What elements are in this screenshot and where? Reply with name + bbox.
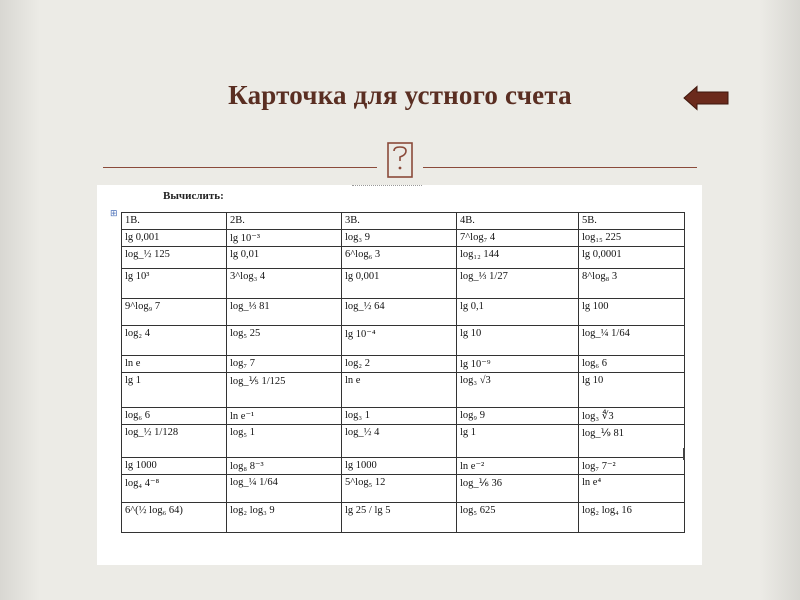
column-header: 3В.	[342, 213, 457, 230]
expression-cell: log_⅕ 1/125	[227, 373, 342, 408]
table-row	[122, 425, 685, 458]
table-anchor-icon: ⊞	[110, 209, 118, 219]
expression-cell: log_¼ 1/64	[227, 475, 342, 503]
expression-cell: lg 10⁻⁹	[457, 356, 579, 373]
table-row	[122, 230, 685, 247]
expression-cell: 5^log₅ 12	[342, 475, 457, 503]
exercise-card	[97, 185, 702, 565]
column-header: 1В.	[122, 213, 227, 230]
expression-cell: log₆ 6	[579, 356, 685, 373]
expression-cell: lg 10	[579, 373, 685, 408]
expression-cell: 3^log₃ 4	[227, 269, 342, 299]
slide-title: Карточка для устного счета	[228, 80, 572, 110]
expression-cell: lg 0,0001	[579, 247, 685, 269]
expression-cell: 7^log₇ 4	[457, 230, 579, 247]
left-arrow-icon[interactable]	[683, 85, 729, 111]
expression-cell: lg 10	[457, 326, 579, 356]
expression-cell: log_⅙ 36	[457, 475, 579, 503]
table-row	[122, 247, 685, 269]
expression-cell: log₁₂ 144	[457, 247, 579, 269]
expression-cell: lg 10⁻⁴	[342, 326, 457, 356]
divider-right	[423, 167, 697, 168]
expression-cell: log_⅓ 1/27	[457, 269, 579, 299]
expression-cell: log₃ 9	[342, 230, 457, 247]
expression-cell: log₃ √3	[457, 373, 579, 408]
expression-cell: log₂ 4	[122, 326, 227, 356]
expression-cell: log_⅑ 81	[579, 425, 685, 458]
table-header-row	[122, 213, 685, 230]
text-cursor	[683, 448, 685, 460]
expression-cell: log₄ 4⁻⁸	[122, 475, 227, 503]
expression-cell: log_½ 125	[122, 247, 227, 269]
expression-cell: log₁₅ 225	[579, 230, 685, 247]
expression-cell: log₂ log₄ 16	[579, 503, 685, 533]
expression-cell: 6^log₆ 3	[342, 247, 457, 269]
table-row	[122, 356, 685, 373]
card-heading: Вычислить:	[163, 190, 224, 202]
table-row	[122, 458, 685, 475]
expression-cell: log₅ 625	[457, 503, 579, 533]
expression-cell: log₅ 25	[227, 326, 342, 356]
expression-cell: 6^(½ log₆ 64)	[122, 503, 227, 533]
expression-cell: lg 25 / lg 5	[342, 503, 457, 533]
missing-glyph-icon	[377, 140, 423, 180]
expression-cell: ln e⁻²	[457, 458, 579, 475]
expression-cell: log₃ 1	[342, 408, 457, 425]
expression-cell: log₅ 1	[227, 425, 342, 458]
expression-cell: ln e	[122, 356, 227, 373]
expression-cell: log₆ 6	[122, 408, 227, 425]
expression-cell: lg 10³	[122, 269, 227, 299]
column-header: 4В.	[457, 213, 579, 230]
expression-cell: log₃ ∜3	[579, 408, 685, 425]
exercise-table	[121, 212, 685, 533]
expression-cell: log_⅓ 81	[227, 299, 342, 326]
table-row	[122, 326, 685, 356]
expression-cell: lg 0,1	[457, 299, 579, 326]
expression-cell: ln e⁻¹	[227, 408, 342, 425]
table-row	[122, 503, 685, 533]
expression-cell: lg 1	[457, 425, 579, 458]
expression-cell: ln e	[342, 373, 457, 408]
expression-cell: log₂ 2	[342, 356, 457, 373]
expression-cell: lg 100	[579, 299, 685, 326]
table-row	[122, 269, 685, 299]
column-header: 2В.	[227, 213, 342, 230]
expression-cell: log₇ 7⁻²	[579, 458, 685, 475]
expression-cell: lg 1000	[342, 458, 457, 475]
expression-cell: lg 0,01	[227, 247, 342, 269]
divider-left	[103, 167, 377, 168]
table-row	[122, 299, 685, 326]
expression-cell: lg 0,001	[122, 230, 227, 247]
expression-cell: 8^log₈ 3	[579, 269, 685, 299]
expression-cell: log₈ 8⁻³	[227, 458, 342, 475]
table-row	[122, 475, 685, 503]
expression-cell: log_½ 1/128	[122, 425, 227, 458]
expression-cell: log_½ 64	[342, 299, 457, 326]
expression-cell: log₂ log₃ 9	[227, 503, 342, 533]
expression-cell: log_¼ 1/64	[579, 326, 685, 356]
expression-cell: 9^log₉ 7	[122, 299, 227, 326]
table-row	[122, 408, 685, 425]
expression-cell: log₉ 9	[457, 408, 579, 425]
table-row	[122, 373, 685, 408]
expression-cell: lg 10⁻³	[227, 230, 342, 247]
expression-cell: log₇ 7	[227, 356, 342, 373]
expression-cell: lg 1	[122, 373, 227, 408]
expression-cell: ln e⁴	[579, 475, 685, 503]
expression-cell: lg 0,001	[342, 269, 457, 299]
crop-artifact	[352, 185, 422, 190]
expression-cell: log_½ 4	[342, 425, 457, 458]
column-header: 5В.	[579, 213, 685, 230]
expression-cell: lg 1000	[122, 458, 227, 475]
